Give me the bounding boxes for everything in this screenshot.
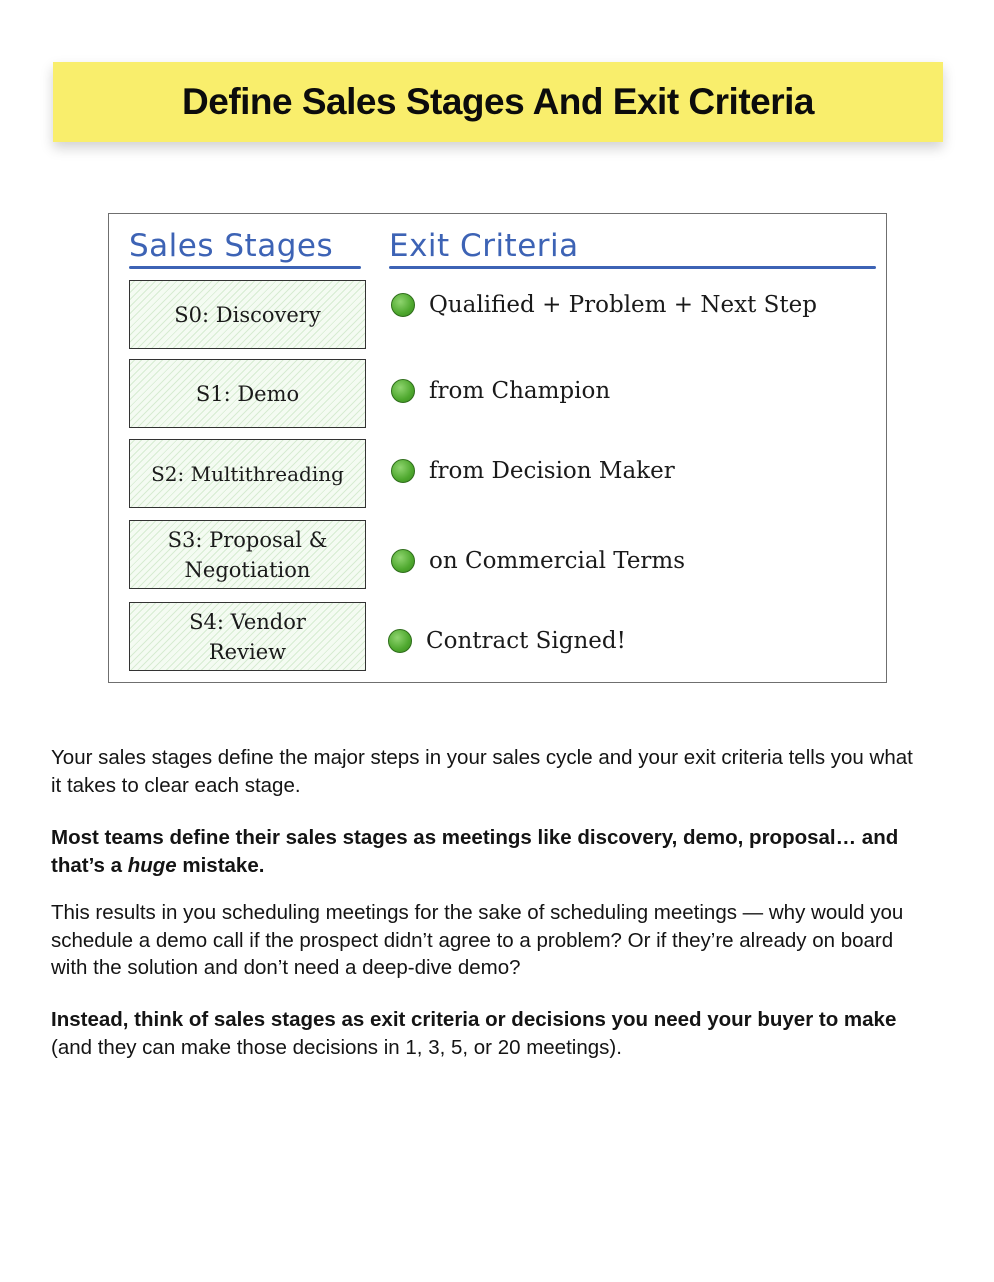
criterion-text: on Commercial Terms: [429, 548, 686, 574]
stage-box-s2: S2: Multithreading: [129, 439, 366, 508]
green-circle-icon: [388, 629, 412, 653]
criterion-s2: [391, 458, 675, 484]
stage-box-s3: S3: Proposal & Negotiation: [129, 520, 366, 589]
criterion-text: Contract Signed!: [426, 628, 626, 654]
paragraph-mistake-part-b: mistake.: [176, 853, 265, 877]
paragraph-explanation: This results in you scheduling meetings for the sake of scheduling meetings — why would you schedule a demo call if the prospect didn’t agree to a problem? Or if they’re already on board with the solution and don’t need a deep-dive demo?: [51, 901, 904, 979]
stage-box-s1: S1: Demo: [129, 359, 366, 428]
stages-heading-underline: [129, 266, 361, 269]
criterion-s1: [391, 378, 610, 404]
green-circle-icon: [391, 293, 415, 317]
green-circle-icon: [391, 459, 415, 483]
criterion-s4: [388, 628, 626, 654]
paragraph-instead-bold: Instead, think of sales stages as exit criteria or decisions you need your buyer to make: [51, 1008, 897, 1031]
paragraph-instead-rest: (and they can make those decisions in 1, 3, 5, or 20 meetings).: [51, 1035, 622, 1059]
stages-heading: Sales Stages: [129, 228, 334, 264]
criterion-text: Qualified + Problem + Next Step: [429, 292, 817, 318]
paragraph-mistake: [51, 824, 921, 879]
stage-box-s0: S0: Discovery: [129, 280, 366, 349]
sales-stages-diagram: [108, 213, 887, 683]
criteria-heading: Exit Criteria: [389, 228, 579, 264]
page-title: Define Sales Stages And Exit Criteria: [182, 81, 814, 122]
green-circle-icon: [391, 379, 415, 403]
green-circle-icon: [391, 549, 415, 573]
stage-box-s4: S4: Vendor Review: [129, 602, 366, 671]
criterion-s0: [391, 292, 817, 318]
paragraph-mistake-part-a: Most teams define their sales stages as meetings like discovery, demo, proposal… and that’s a: [51, 826, 899, 877]
criterion-text: from Champion: [429, 378, 611, 404]
title-banner: [53, 62, 943, 142]
criteria-heading-underline: [389, 266, 876, 269]
paragraph-mistake-emphasis: huge: [127, 853, 177, 877]
paragraph-intro: Your sales stages define the major steps in your sales cycle and your exit criteria tells you what it takes to clear each stage.: [51, 746, 913, 797]
criterion-s3: [391, 548, 685, 574]
paragraph-instead: [51, 1006, 921, 1061]
criterion-text: from Decision Maker: [429, 458, 675, 484]
